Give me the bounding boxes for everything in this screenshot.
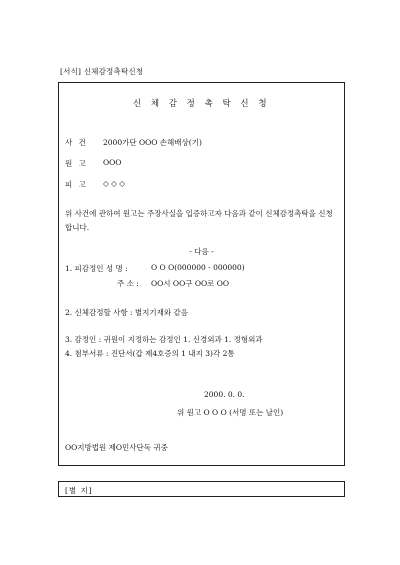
defendant-label: 피 고 [65, 180, 88, 189]
intro-paragraph: 위 사건에 관하여 원고는 주장사실을 입증하고자 다음과 같이 신체감정촉탁을 신청합니다. [65, 209, 333, 232]
signature-line: 위 원고 O O O (서명 또는 날인) [177, 408, 284, 417]
item4: 4. 첨부서류 : 진단서(갑 제4호증의 1 내지 3)각 2통 [65, 349, 235, 358]
item1-address-value: OO시 OO구 OO로 OO [151, 279, 230, 288]
court-addressee: OO지방법원 제O민사단독 귀중 [65, 443, 168, 452]
item1-label: 1. 피감정인 성 명 : [65, 264, 128, 273]
date: 2000. 0. 0. [204, 390, 245, 399]
item1-address-label: 주 소 : [117, 279, 139, 288]
case-label: 사 건 [65, 138, 88, 147]
case-value: 2000가단 OOO 손해배상(기) [103, 138, 202, 147]
plaintiff-label: 원 고 [65, 159, 88, 168]
item3: 3. 감정인 : 귀원이 지정하는 감정인 1. 신경외과 1. 정형외과 [65, 335, 263, 344]
application-form [58, 82, 345, 466]
section-heading: - 다음 - [189, 247, 214, 256]
appendix-label: [별 지] [65, 486, 93, 495]
item1-value: O O O(000000 - 000000) [151, 263, 245, 272]
form-label: [서식] 신체감정촉탁신청 [60, 67, 144, 76]
item2: 2. 신체감정할 사항 : 별지기재와 같음 [65, 308, 189, 317]
defendant-value: ◇ ◇ ◇ [103, 179, 126, 188]
appendix-box [58, 481, 345, 497]
plaintiff-value: OOO [103, 158, 122, 167]
document-title: 신 체 감 정 촉 탁 신 청 [132, 99, 271, 109]
